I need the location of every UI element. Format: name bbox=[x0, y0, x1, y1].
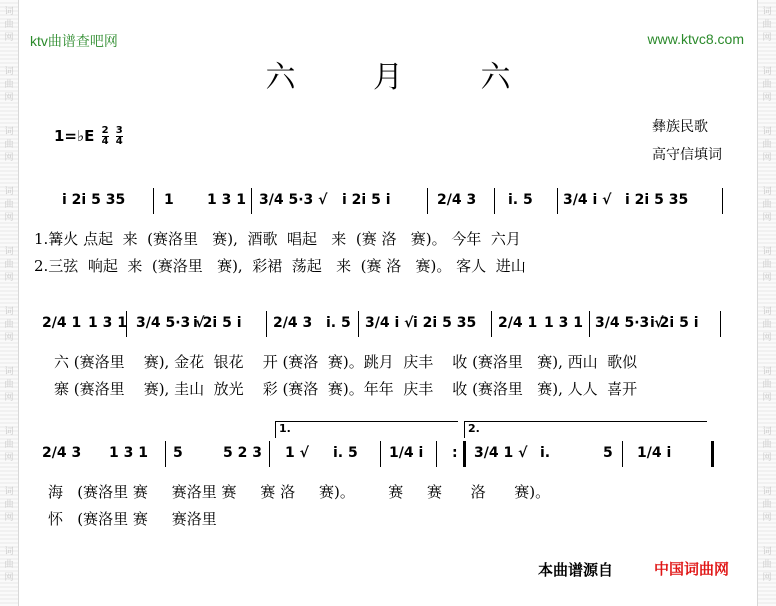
watermark-glyphs-left-1: 词 曲 网 bbox=[4, 67, 14, 103]
watermark-glyphs-right-2: 词 曲 网 bbox=[762, 127, 772, 163]
volta-label: 1. bbox=[279, 422, 291, 435]
notation-token: 1 √ bbox=[285, 445, 309, 461]
notation-token: 1 bbox=[164, 192, 174, 208]
notation-token: 1 3 1 bbox=[207, 192, 246, 208]
bar-line bbox=[380, 441, 381, 467]
notation-token: i 2i 5 35 bbox=[625, 192, 689, 208]
notation-token: 1/4 i bbox=[389, 445, 424, 461]
bar-line bbox=[589, 311, 590, 337]
notation-token: 5 bbox=[603, 445, 613, 461]
notation-token: i 2i 5 i bbox=[193, 315, 242, 331]
notation-token: i 2i 5 i bbox=[650, 315, 699, 331]
bar-line bbox=[358, 311, 359, 337]
watermark-glyphs-left-0: 词 曲 网 bbox=[4, 7, 14, 43]
volta-bracket bbox=[275, 421, 458, 438]
notation-token: 2/4 3 bbox=[273, 315, 313, 331]
bar-line bbox=[165, 441, 166, 467]
bar-line bbox=[126, 311, 127, 337]
watermark-glyphs-left-8: 词 曲 网 bbox=[4, 487, 14, 523]
notation-token: 2/4 1 bbox=[498, 315, 538, 331]
notation-token: : bbox=[452, 445, 458, 461]
notation-token: 3/4 5·3 √ bbox=[136, 315, 205, 331]
watermark-glyphs-left-3: 词 曲 网 bbox=[4, 187, 14, 223]
watermark-glyphs-left-5: 词 曲 网 bbox=[4, 307, 14, 343]
notation-token: 1 3 1 bbox=[544, 315, 583, 331]
lyric-line: 1.篝火 点起 来 (赛洛里 赛), 酒歌 唱起 来 (赛 洛 赛)。 今年 六月 bbox=[34, 230, 521, 248]
bar-line bbox=[251, 188, 252, 214]
notation-token: i. 5 bbox=[508, 192, 533, 208]
watermark-glyphs-left-7: 词 曲 网 bbox=[4, 427, 14, 463]
bar-line bbox=[153, 188, 154, 214]
bar-line bbox=[622, 441, 623, 467]
site-url-link[interactable]: www.ktvc8.com bbox=[647, 31, 744, 47]
watermark-glyphs-right-7: 词 曲 网 bbox=[762, 427, 772, 463]
lyric-line: 海 (赛洛里 赛 赛洛里 赛 赛 洛 赛)。 赛 赛 洛 赛)。 bbox=[48, 483, 551, 501]
notation-token: i 2i 5 35 bbox=[62, 192, 126, 208]
bar-line bbox=[494, 188, 495, 214]
lyric-line: 六 (赛洛里 赛), 金花 银花 开 (赛洛 赛)。跳月 庆丰 收 (赛洛里 赛), 西山 歌似 bbox=[54, 353, 638, 371]
notation-token: i 2i 5 i bbox=[342, 192, 391, 208]
watermark-glyphs-left-6: 词 曲 网 bbox=[4, 367, 14, 403]
lyric-line: 怀 (赛洛里 赛 赛洛里 bbox=[48, 510, 217, 528]
notation-token: 2/4 3 bbox=[437, 192, 477, 208]
bar-line bbox=[427, 188, 428, 214]
watermark-glyphs-right-3: 词 曲 网 bbox=[762, 187, 772, 223]
end-bar-line bbox=[711, 441, 714, 467]
lyric-line: 2.三弦 响起 来 (赛洛里 赛), 彩裙 荡起 来 (赛 洛 赛)。 客人 进山 bbox=[34, 257, 526, 275]
notation-token: 1/4 i bbox=[637, 445, 672, 461]
notation-token: 2/4 1 bbox=[42, 315, 82, 331]
notation-token: 3/4 5·3 √ bbox=[595, 315, 664, 331]
notation-token: 1 3 1 bbox=[109, 445, 148, 461]
notation-token: 1 3 1 bbox=[88, 315, 127, 331]
bar-line bbox=[269, 441, 270, 467]
song-genre: 彝族民歌 bbox=[652, 119, 708, 135]
watermark-glyphs-right-9: 词 曲 网 bbox=[762, 547, 772, 583]
volta-bracket bbox=[464, 421, 707, 438]
notation-token: i. bbox=[540, 445, 551, 461]
key-label: 1=♭E bbox=[54, 127, 95, 145]
bar-line bbox=[557, 188, 558, 214]
watermark-glyphs-left-9: 词 曲 网 bbox=[4, 547, 14, 583]
key-signature bbox=[54, 126, 123, 147]
watermark-glyphs-right-5: 词 曲 网 bbox=[762, 307, 772, 343]
time-signature-2: $\frac{3}{4}$ bbox=[115, 125, 123, 147]
end-bar-line bbox=[463, 441, 466, 467]
notation-token: 3/4 5·3 √ bbox=[259, 192, 328, 208]
watermark-glyphs-left-2: 词 曲 网 bbox=[4, 127, 14, 163]
source-label: 本曲谱源自 bbox=[538, 561, 614, 579]
time-signature-1: $\frac{2}{4}$ bbox=[101, 125, 109, 147]
notation-token: i. 5 bbox=[326, 315, 351, 331]
lyricist-credit: 高守信填词 bbox=[652, 147, 722, 163]
volta-label: 2. bbox=[468, 422, 480, 435]
bar-line bbox=[491, 311, 492, 337]
notation-token: 2/4 3 bbox=[42, 445, 82, 461]
watermark-glyphs-right-4: 词 曲 网 bbox=[762, 247, 772, 283]
watermark-glyphs-right-8: 词 曲 网 bbox=[762, 487, 772, 523]
bar-line bbox=[720, 311, 721, 337]
watermark-glyphs-right-1: 词 曲 网 bbox=[762, 67, 772, 103]
watermark-glyphs-right-6: 词 曲 网 bbox=[762, 367, 772, 403]
lyric-line: 寨 (赛洛里 赛), 圭山 放光 彩 (赛洛 赛)。年年 庆丰 收 (赛洛里 赛), 人人 喜开 bbox=[54, 380, 638, 398]
bar-line bbox=[722, 188, 723, 214]
bar-line bbox=[266, 311, 267, 337]
site-name-link[interactable]: ktv曲谱查吧网 bbox=[30, 33, 118, 49]
watermark-glyphs-left-4: 词 曲 网 bbox=[4, 247, 14, 283]
notation-token: 3/4 i √ bbox=[563, 192, 612, 208]
notation-token: 5 bbox=[173, 445, 183, 461]
bar-line bbox=[436, 441, 437, 467]
notation-token: i 2i 5 35 bbox=[413, 315, 477, 331]
notation-token: 5 2 3 bbox=[223, 445, 262, 461]
notation-token: i. 5 bbox=[333, 445, 358, 461]
notation-token: 3/4 1 √ bbox=[474, 445, 528, 461]
song-title: 六 月 六 bbox=[265, 60, 545, 95]
notation-token: 3/4 i √ bbox=[365, 315, 414, 331]
watermark-glyphs-right-0: 词 曲 网 bbox=[762, 7, 772, 43]
source-site-link[interactable]: 中国词曲网 bbox=[654, 560, 730, 578]
